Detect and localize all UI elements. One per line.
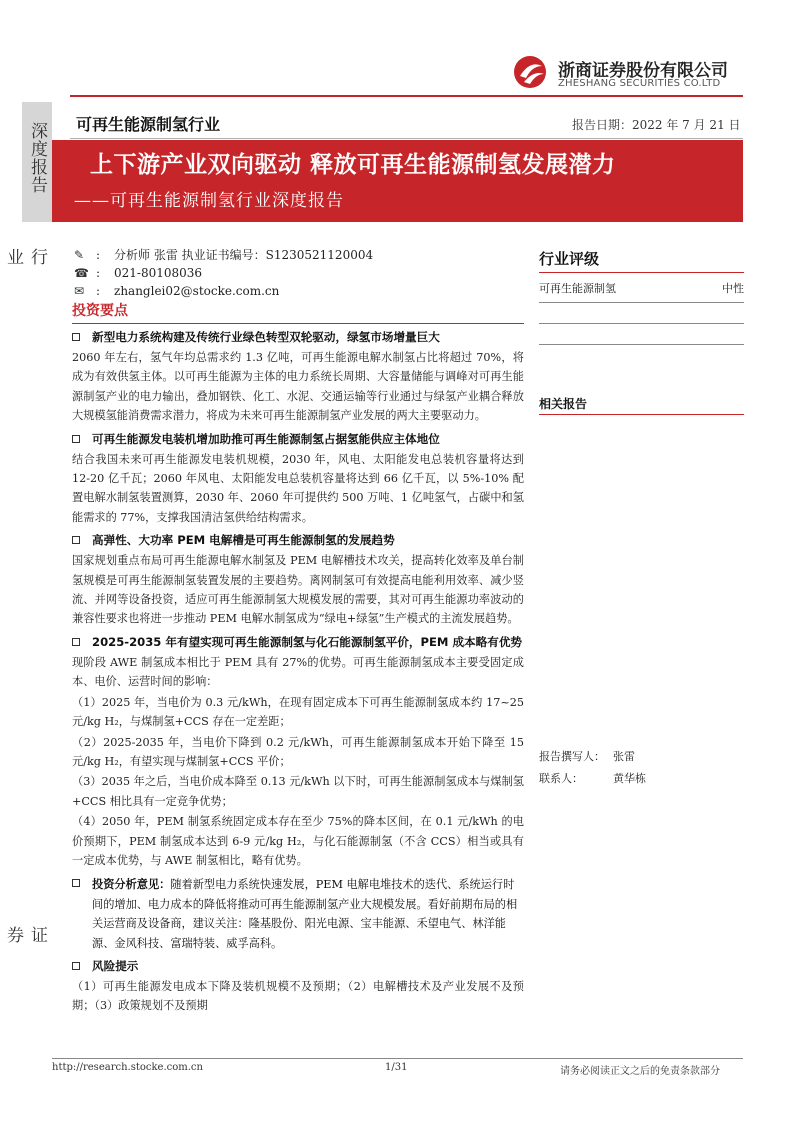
rating-industry: 可再生能源制氢 <box>539 282 616 295</box>
rating-title: 行业评级 <box>539 248 744 273</box>
cost-item: （4）2050 年，PEM 制氢系统固定成本存在至少 75%的降本区间，在 0.1 元/kWh 的电价预期下，PEM 制氢成本达到 6-9 元/kg H₂，与化石能源制氢（不含 CCS）相当或具有一定成本优势，与 AWE 制氢相比，略有优势。 <box>72 815 524 867</box>
key-point-heading: 新型电力系统构建及传统行业绿色转型双轮驱动，绿氢市场增量巨大 <box>72 329 524 346</box>
sidebar-bottom-label: 证券 <box>3 926 47 944</box>
contact-label: 联系人： <box>539 772 583 785</box>
square-bullet-icon <box>72 536 80 544</box>
page-number: 1/31 <box>385 1062 408 1073</box>
key-points <box>72 300 524 1017</box>
rating-divider <box>539 323 744 324</box>
industry-name: 可再生能源制氢行业 <box>76 115 221 134</box>
cost-item: （1）2025 年，当电价为 0.3 元/kWh，在现有固定成本下可再生能源制氢成本约 17~25 元/kg H₂，与煤制氢+CCS 存在一定差距； <box>72 695 524 729</box>
company-name-en: ZHESHANG SECURITIES CO.LTD <box>558 78 721 89</box>
contact-row <box>539 768 646 790</box>
pencil-icon: ✎ <box>74 248 85 262</box>
investment-advice <box>72 875 524 953</box>
report-date: 报告日期：2022 年 7 月 21 日 <box>572 118 741 132</box>
report-title: 上下游产业双向驱动 释放可再生能源制氢发展潜力 <box>90 152 616 178</box>
risk-text: （1）可再生能源发电成本下降及装机规模不及预期；（2）电解槽技术及产业发展不及预期；（3）政策规划不及预期 <box>72 979 524 1013</box>
disclaimer-note: 请务必阅读正文之后的免责条款部分 <box>560 1066 720 1077</box>
report-subtitle: ——可再生能源制氢行业深度报告 <box>74 191 344 211</box>
key-point-paragraph: 2060 年左右，氢气年均总需求约 1.3 亿吨，可再生能源电解水制氢占比将超过 70%，将成为有效供氢主体。以可再生能源为主体的电力系统长周期、大容量储能与调峰对可再生能源制氢产业的电力输出，叠加钢铁、化工、水泥、交通运输等行业通过与绿氢产业耦合释放大规模氢能消费需求潜力，将成为未来可再生能源制氢产业发展的两大主要驱动力。 <box>72 351 524 423</box>
writer-label: 报告撰写人： <box>539 750 605 763</box>
rating-value: 中性 <box>722 282 744 295</box>
square-bullet-icon <box>72 333 80 341</box>
square-bullet-icon <box>72 638 80 646</box>
report-writers <box>539 746 646 790</box>
key-point-paragraph: 国家规划重点布局可再生能源电解水制氢及 PEM 电解槽技术攻关，提高转化效率及单台制氢规模是可再生能源制氢装置发展的主要趋势。离网制氢可有效提高电能利用效率、减少竖流、并网等设备投资，适应可再生能源制氢大规模发展的需要，其对可再生能源功率波动的兼容性要求也将进一步推动 PEM 电解水制氢成为“绿电+绿氢”生产模式的主流发展趋势。 <box>72 554 524 626</box>
rating-divider <box>539 344 744 345</box>
key-point-heading: 2025-2035 年有望实现可再生能源制氢与化石能源制氢平价，PEM 成本略有优势 <box>72 634 524 651</box>
phone-number: 021-80108036 <box>114 266 203 280</box>
writer-row <box>539 746 646 768</box>
phone-icon: ☎ <box>74 266 89 280</box>
key-point-heading: 可再生能源发电装机增加助推可再生能源制氢占据氢能供应主体地位 <box>72 431 524 448</box>
company-logo-icon <box>512 54 552 90</box>
rating-row <box>539 280 744 303</box>
square-bullet-icon <box>72 435 80 443</box>
key-point-paragraph: 现阶段 AWE 制氢成本相比于 PEM 具有 27%的优势。可再生能源制氢成本主要受固定成本、电价、运营时间的影响： <box>72 655 524 689</box>
square-bullet-icon <box>72 962 80 970</box>
footer-divider <box>52 1058 743 1059</box>
footer-url[interactable]: http://research.stocke.com.cn <box>52 1062 203 1073</box>
sidebar-top-label: 深度报告 <box>27 122 47 194</box>
cost-item: （3）2035 年之后，当电价成本降至 0.13 元/kWh 以下时，可再生能源制氢成本与煤制氢+CCS 相比具有一定竞争优势； <box>72 775 524 808</box>
rating-panel <box>539 248 744 415</box>
key-point-heading: 高弹性、大功率 PEM 电解槽是可再生能源制氢的发展趋势 <box>72 532 524 549</box>
sidebar-middle-label: 行业 <box>3 248 47 266</box>
email-address[interactable]: zhanglei02@stocke.com.cn <box>114 284 280 298</box>
analyst-info: 分析师 张雷 执业证书编号：S1230521120004 <box>114 248 374 262</box>
investment-advice-text: 随着新型电力系统快速发展，PEM 电解电堆技术的迭代、系统运行时间的增加、电力成本的降低将推动可再生能源制氢产业大规模发展。看好前期布局的相关运营商及设备商，建议关注：隆基股份、阳光电源、宝丰能源、禾望电气、林洋能源、金风科技、富瑞特装、威孚高科。 <box>92 878 518 950</box>
analyst-row: ✎ : 分析师 张雷 执业证书编号：S1230521120004 <box>74 248 374 262</box>
related-reports-title: 相关报告 <box>539 395 744 415</box>
header-divider <box>70 95 743 97</box>
square-bullet-icon <box>72 879 80 887</box>
cost-item: （2）2025-2035 年，当电价下降到 0.2 元/kWh，可再生能源制氢成本开始下降至 15 元/kg H₂，有望实现与煤制氢+CCS 平价； <box>72 735 524 768</box>
writer-name: 张雷 <box>613 750 635 763</box>
title-top-divider <box>70 138 743 139</box>
company-name: 浙商证券股份有限公司 <box>558 61 728 81</box>
key-points-title: 投资要点 <box>72 300 524 324</box>
phone-row: ☎ : 021-80108036 <box>74 266 203 280</box>
key-point-paragraph: 结合我国未来可再生能源发电装机规模，2030 年，风电、太阳能发电总装机容量将达到 12-20 亿千瓦；2060 年风电、太阳能发电总装机容量将达到 66 亿千瓦，以 5%-10% 配置电解水制氢装置测算，2030 年、2060 年可提供约 500 万吨、1 亿吨氢气，占碳中和氢能需求的 77%，支撑我国清洁氢供给结构需求。 <box>72 452 524 524</box>
contact-name: 黄华栋 <box>613 772 646 785</box>
email-row: ✉ : zhanglei02@stocke.com.cn <box>74 284 280 298</box>
investment-advice-head: 投资分析意见： <box>92 878 171 892</box>
analyst-contact <box>74 246 373 300</box>
envelope-icon: ✉ <box>74 284 85 298</box>
risk-heading: 风险提示 <box>72 958 524 975</box>
sidebar-report-type <box>22 102 52 222</box>
